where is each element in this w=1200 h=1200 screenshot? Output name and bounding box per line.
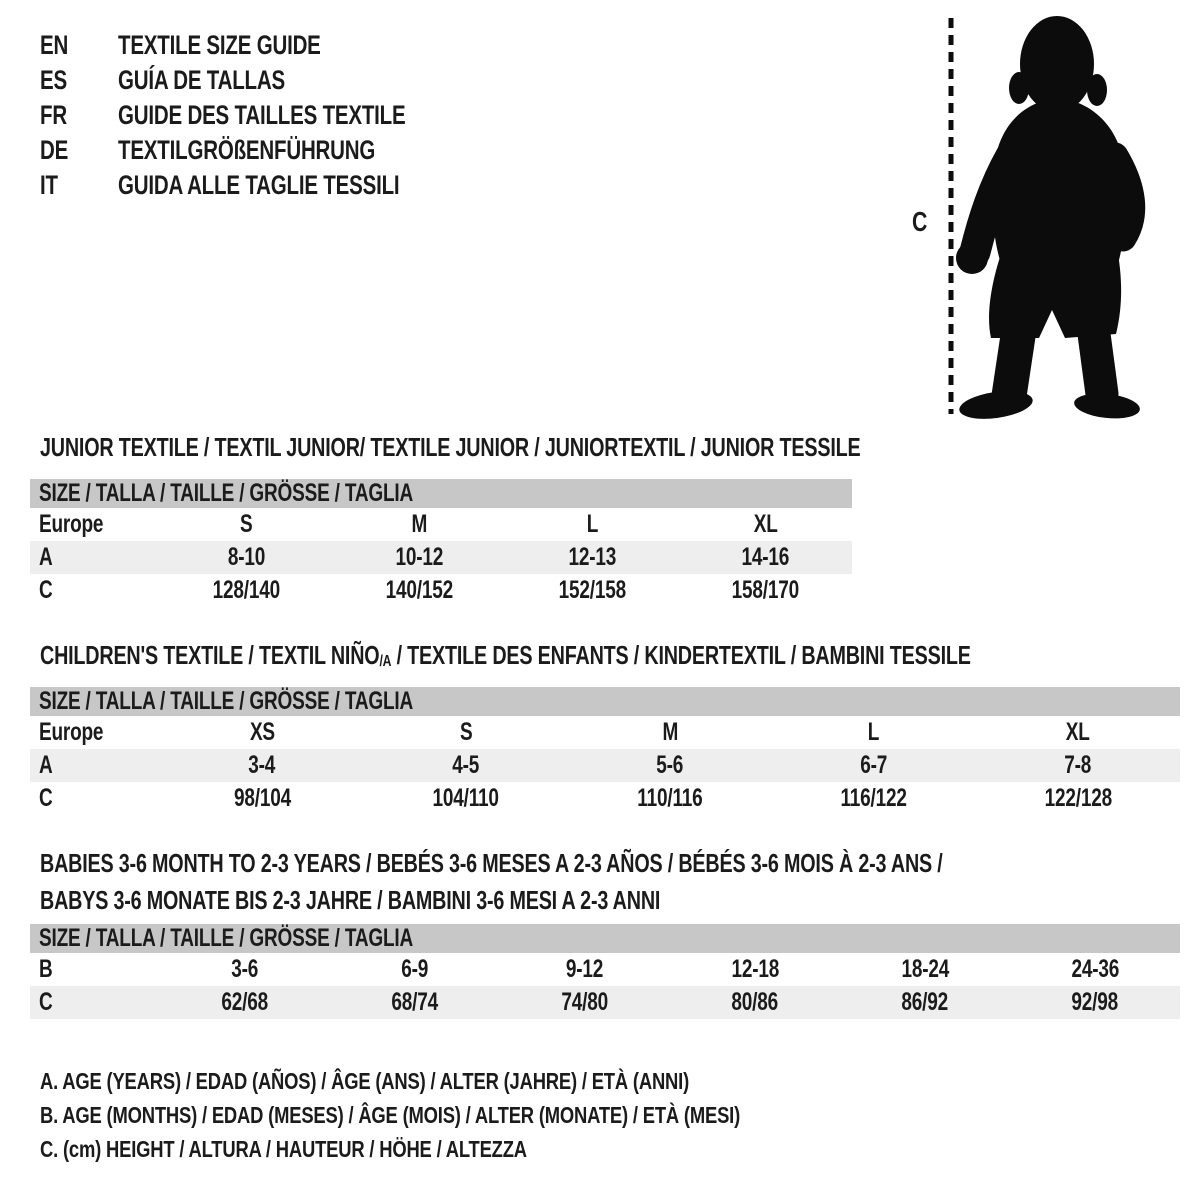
size-cell: 10-12: [395, 543, 444, 571]
language-row-es: [40, 63, 496, 98]
size-cell: L: [868, 718, 880, 746]
row-label: C: [39, 576, 53, 604]
table-row-height: [30, 986, 1180, 1019]
size-cell: 3-4: [248, 751, 276, 779]
table-row-age: [30, 541, 852, 574]
language-code: DE: [40, 135, 69, 165]
size-cell: S: [240, 510, 253, 538]
legend-age-months: B. AGE (MONTHS) / EDAD (MESES) / ÂGE (MOIS) / ALTER (MONATE) / ETÀ (MESI): [40, 1101, 741, 1128]
size-table-junior: [30, 479, 852, 607]
size-cell: 128/140: [212, 576, 281, 604]
size-cell: 92/98: [1071, 988, 1119, 1016]
size-cell: 110/116: [637, 784, 703, 812]
table-row-europe: [30, 508, 852, 541]
size-cell: 6-7: [860, 751, 888, 779]
size-cell: 104/110: [432, 784, 500, 812]
size-cell: S: [459, 718, 473, 746]
table-header-bar: SIZE / TALLA / TAILLE / GRÖSSE / TAGLIA: [30, 924, 1180, 953]
size-cell: 140/152: [385, 576, 454, 604]
table-header-bar: SIZE / TALLA / TAILLE / GRÖSSE / TAGLIA: [30, 687, 1180, 716]
legend-age-years: A. AGE (YEARS) / EDAD (AÑOS) / ÂGE (ANS) / ALTER (JAHRE) / ETÀ (ANNI): [40, 1067, 690, 1094]
size-cell: M: [411, 510, 428, 538]
table-row-months: [30, 953, 1180, 986]
size-cell: 62/68: [221, 988, 269, 1016]
row-label: C: [39, 988, 53, 1016]
language-row-it: [40, 168, 496, 203]
size-cell: 122/128: [1044, 784, 1112, 812]
size-cell: 152/158: [558, 576, 627, 604]
size-cell: M: [662, 718, 678, 746]
language-row-fr: [40, 98, 496, 133]
size-cell: L: [586, 510, 599, 538]
language-row-de: [40, 133, 496, 168]
size-cell: 4-5: [452, 751, 480, 779]
language-code: ES: [40, 65, 67, 95]
language-title: GUÍA DE TALLAS: [118, 65, 285, 95]
section-title-junior: JUNIOR TEXTILE / TEXTIL JUNIOR/ TEXTILE JUNIOR / JUNIORTEXTIL / JUNIOR TESSILE: [40, 432, 861, 462]
language-title: GUIDA ALLE TAGLIE TESSILI: [118, 170, 400, 200]
row-label: A: [39, 751, 53, 779]
measurement-legend: [40, 1064, 915, 1166]
table-row-height: [30, 574, 852, 607]
table-row-height: [30, 782, 1180, 815]
language-title: TEXTILGRÖßENFÜHRUNG: [118, 135, 376, 165]
size-cell: XL: [1066, 718, 1090, 746]
size-cell: XL: [753, 510, 778, 538]
table-row-europe: [30, 716, 1180, 749]
size-cell: 74/80: [561, 988, 609, 1016]
size-cell: 12-13: [568, 543, 617, 571]
height-measure-label: C: [912, 206, 928, 237]
toddler-silhouette: [935, 6, 1165, 422]
legend-height-cm: C. (cm) HEIGHT / ALTURA / HAUTEUR / HÖHE / ALTEZZA: [40, 1135, 527, 1162]
table-row-age: [30, 749, 1180, 782]
table-header-bar: SIZE / TALLA / TAILLE / GRÖSSE / TAGLIA: [30, 479, 852, 508]
size-cell: 8-10: [227, 543, 266, 571]
size-cell: 116/122: [840, 784, 908, 812]
row-label: A: [39, 543, 53, 571]
size-cell: 7-8: [1064, 751, 1092, 779]
size-cell: 24-36: [1071, 955, 1119, 983]
language-code: FR: [40, 100, 67, 130]
size-cell: 12-18: [731, 955, 779, 983]
size-cell: 68/74: [391, 988, 439, 1016]
toddler-body: [956, 16, 1141, 422]
size-cell: 14-16: [741, 543, 790, 571]
size-cell: 5-6: [656, 751, 684, 779]
language-title: GUIDE DES TAILLES TEXTILE: [118, 100, 406, 130]
language-code: EN: [40, 30, 69, 60]
size-cell: 18-24: [901, 955, 949, 983]
size-cell: 9-12: [566, 955, 604, 983]
size-cell: 3-6: [231, 955, 259, 983]
size-table-children: [30, 687, 1180, 815]
row-label: Europe: [39, 510, 104, 538]
size-cell: 6-9: [401, 955, 429, 983]
language-code: IT: [40, 170, 58, 200]
language-list: [40, 28, 496, 203]
size-cell: XS: [249, 718, 275, 746]
size-cell: 80/86: [731, 988, 779, 1016]
language-row-en: [40, 28, 496, 63]
language-title: TEXTILE SIZE GUIDE: [118, 30, 321, 60]
row-label: B: [39, 955, 53, 983]
size-cell: 86/92: [901, 988, 949, 1016]
size-cell: 98/104: [233, 784, 291, 812]
section-title-children: CHILDREN'S TEXTILE / TEXTIL NIÑO/A / TEXTILE DES ENFANTS / KINDERTEXTIL / BAMBINI TESSILE: [40, 640, 971, 670]
size-table-babies: [30, 924, 1180, 1019]
row-label: Europe: [39, 718, 104, 746]
section-title-babies: BABIES 3-6 MONTH TO 2-3 YEARS / BEBÉS 3-6 MESES A 2-3 AÑOS / BÉBÉS 3-6 MOIS À 2-3 ANS / BABYS 3-6 MONATE BIS 2-3 JAHRE / BAMBINI 3-6 MESI A 2-3 ANNI: [40, 848, 943, 915]
nino-a-subscript: /A: [379, 651, 392, 670]
size-cell: 158/170: [731, 576, 800, 604]
row-label: C: [39, 784, 53, 812]
